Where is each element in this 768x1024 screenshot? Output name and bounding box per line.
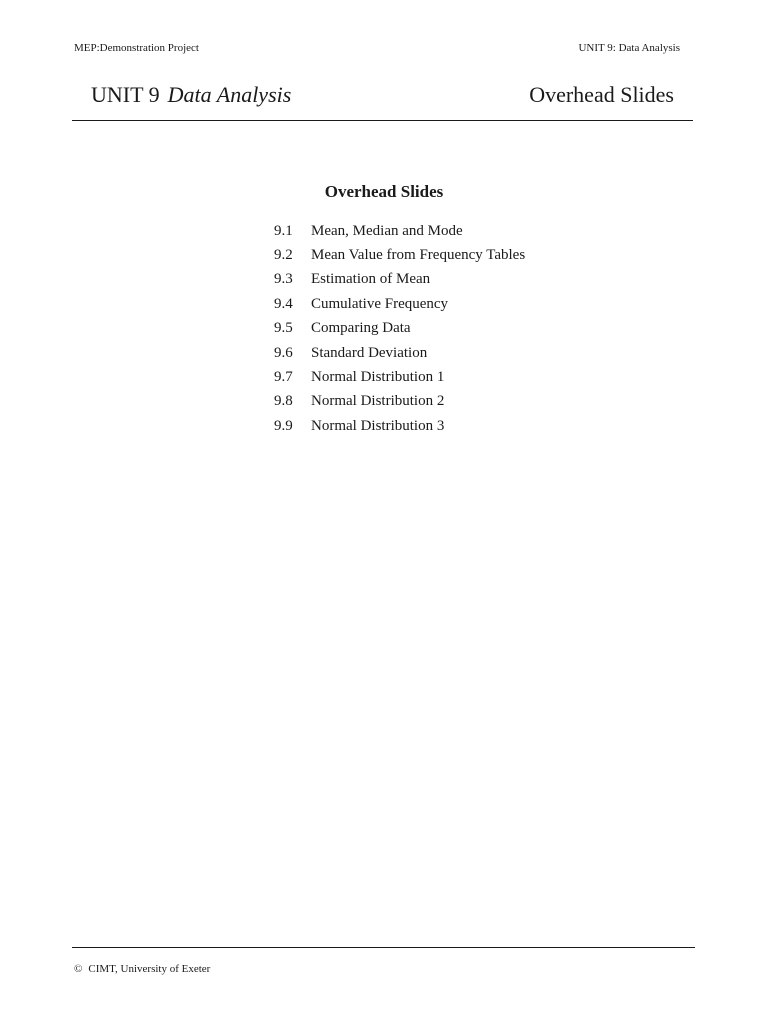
- contents-heading: Overhead Slides: [324, 182, 444, 201]
- copyright-symbol: ©: [74, 963, 83, 975]
- item-number: 9.6: [274, 344, 293, 361]
- item-number: 9.3: [274, 271, 293, 288]
- unit-label: UNIT 9: [91, 82, 160, 107]
- item-title: Normal Distribution 2: [311, 393, 445, 410]
- footer-divider: [72, 947, 695, 948]
- item-title: Estimation of Mean: [311, 271, 431, 288]
- contents-item: [274, 268, 525, 292]
- contents-item: [274, 292, 525, 316]
- item-title: Normal Distribution 3: [311, 417, 445, 434]
- header-divider: [72, 120, 693, 121]
- running-head-left: MEP:Demonstration Project: [74, 42, 199, 54]
- contents-list: [274, 219, 525, 439]
- footer-text: CIMT, University of Exeter: [88, 963, 211, 975]
- contents-item: [274, 414, 525, 438]
- item-number: 9.8: [274, 393, 293, 410]
- contents-item: [274, 365, 525, 389]
- item-title: Cumulative Frequency: [311, 295, 449, 312]
- running-head-right: UNIT 9: Data Analysis: [578, 42, 680, 54]
- item-title: Standard Deviation: [311, 344, 428, 361]
- item-title: Mean Value from Frequency Tables: [311, 247, 526, 264]
- unit-name: Data Analysis: [167, 82, 292, 107]
- contents-item: [274, 317, 525, 341]
- unit-title: [91, 82, 291, 108]
- item-number: 9.7: [274, 369, 293, 386]
- item-number: 9.5: [274, 320, 293, 337]
- item-title: Normal Distribution 1: [311, 369, 445, 386]
- item-title: Mean, Median and Mode: [311, 222, 463, 239]
- contents-item: [274, 341, 525, 365]
- item-number: 9.9: [274, 417, 293, 434]
- item-number: 9.4: [274, 295, 293, 312]
- contents-item: [274, 243, 525, 267]
- footer: [74, 963, 210, 975]
- contents-item: [274, 390, 525, 414]
- item-title: Comparing Data: [311, 320, 411, 337]
- contents-item: [274, 219, 525, 243]
- item-number: 9.2: [274, 247, 293, 264]
- item-number: 9.1: [274, 222, 293, 239]
- section-title: Overhead Slides: [529, 82, 674, 107]
